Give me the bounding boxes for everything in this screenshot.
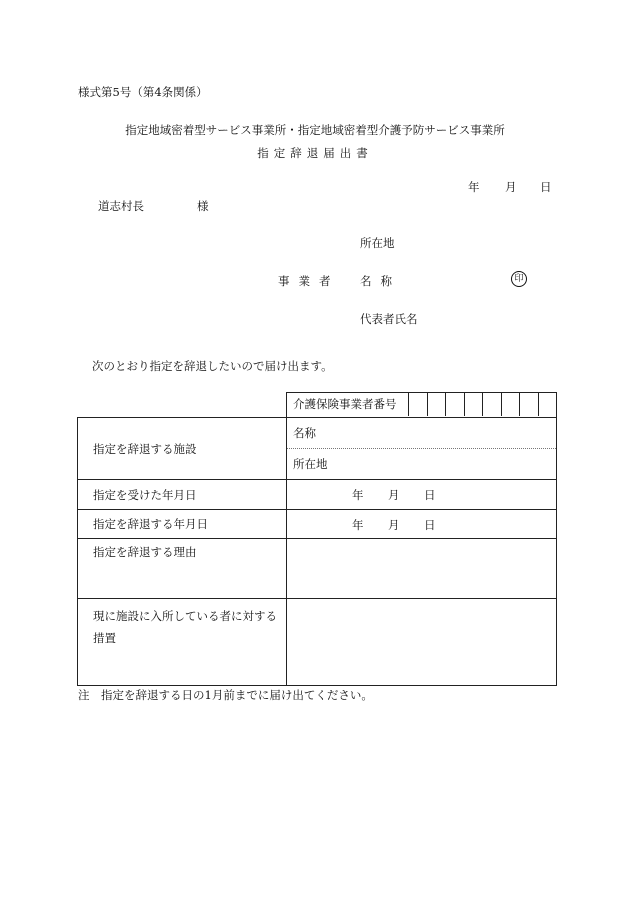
measures-label: 現に施設に入所している者に対する措置 <box>78 599 287 686</box>
seal-mark: 印 <box>511 271 527 287</box>
designated-date-row <box>78 480 557 510</box>
withdrawal-date-row <box>78 510 557 539</box>
insurer-number-digit-box[interactable] <box>409 393 428 416</box>
withdrawal-date-year: 年 <box>352 518 364 532</box>
insurer-number-digit-box[interactable] <box>539 393 557 416</box>
document-title-line2: 指定辞退届出書 <box>257 146 373 160</box>
withdrawal-date-field[interactable] <box>287 510 557 539</box>
insurer-number-row <box>78 393 557 418</box>
facility-label: 指定を辞退する施設 <box>78 418 287 480</box>
insurer-number-label: 介護保険事業者番号 <box>287 393 409 416</box>
facility-cell <box>287 418 557 480</box>
representative-name-label: 代表者氏名 <box>360 312 418 326</box>
insurer-number-digit-box[interactable] <box>520 393 539 416</box>
insurer-number-digit-box[interactable] <box>502 393 521 416</box>
facility-name-field[interactable] <box>287 418 556 449</box>
facility-name-label: 名称 <box>293 426 316 440</box>
insurer-number-digit-box[interactable] <box>446 393 465 416</box>
applicant-business-label: 事業者 <box>278 274 340 288</box>
addressee-name: 道志村長 <box>98 199 144 213</box>
addressee-honorific: 様 <box>197 199 209 213</box>
date-month: 月 <box>505 180 517 194</box>
date-year: 年 <box>468 180 480 194</box>
insurer-number-digit-box[interactable] <box>428 393 447 416</box>
insurer-number-cell <box>287 393 557 418</box>
footnote: 注 指定を辞退する日の1月前までに届け出てください。 <box>78 688 373 702</box>
measures-field[interactable] <box>287 599 557 686</box>
intro-text: 次のとおり指定を辞退したいので届け出ます。 <box>92 359 333 373</box>
designated-date-label: 指定を受けた年月日 <box>78 480 287 510</box>
facility-row <box>78 418 557 480</box>
applicant-name-label: 名称 <box>360 274 401 288</box>
withdrawal-form-table <box>77 392 557 686</box>
facility-address-label: 所在地 <box>293 457 328 471</box>
reason-row <box>78 539 557 599</box>
form-number: 様式第5号（第4条関係） <box>78 85 208 99</box>
measures-row <box>78 599 557 686</box>
document-title-line1: 指定地域密着型サービス事業所・指定地域密着型介護予防サービス事業所 <box>125 123 505 137</box>
insurer-number-digit-box[interactable] <box>465 393 484 416</box>
blank-cell <box>78 393 287 418</box>
facility-address-field[interactable] <box>287 449 556 479</box>
withdrawal-date-label: 指定を辞退する年月日 <box>78 510 287 539</box>
date-day: 日 <box>540 180 552 194</box>
insurer-number-digit-box[interactable] <box>483 393 502 416</box>
withdrawal-date-month: 月 <box>388 518 400 532</box>
withdrawal-date-day: 日 <box>424 518 436 532</box>
applicant-address-label: 所在地 <box>360 236 395 250</box>
designated-date-month: 月 <box>388 488 400 502</box>
designated-date-field[interactable] <box>287 480 557 510</box>
designated-date-year: 年 <box>352 488 364 502</box>
reason-field[interactable] <box>287 539 557 599</box>
designated-date-day: 日 <box>424 488 436 502</box>
reason-label: 指定を辞退する理由 <box>78 539 287 599</box>
